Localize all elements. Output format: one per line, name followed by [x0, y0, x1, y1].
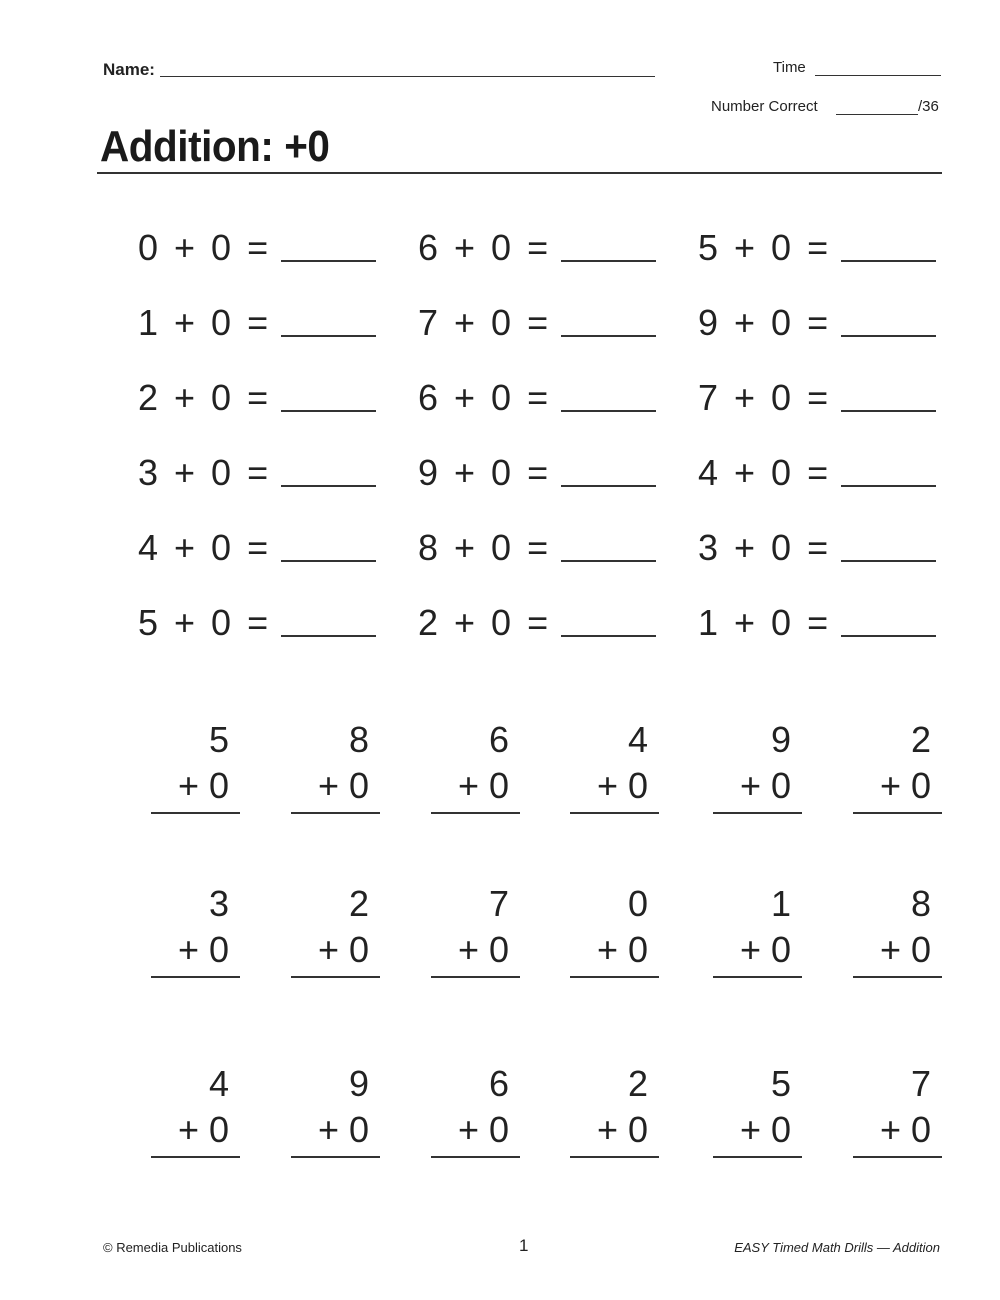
problem-addend: + 0 — [177, 765, 229, 806]
name-label: Name: — [103, 60, 155, 79]
time-label: Time — [773, 59, 806, 76]
problem-equation: 3 + 0 = — [698, 527, 829, 568]
number-correct-label: Number Correct — [711, 98, 818, 115]
problem-addend: + 0 — [177, 1109, 229, 1150]
answer-blank-line[interactable] — [841, 560, 936, 562]
problem-addend: + 0 — [879, 765, 931, 806]
problem-addend: + 0 — [596, 929, 648, 970]
answer-rule[interactable] — [431, 976, 520, 978]
problem-addend: + 0 — [317, 1109, 369, 1150]
problem-top-number: 8 — [348, 719, 369, 760]
problem-top-number: 5 — [208, 719, 229, 760]
answer-blank-line[interactable] — [841, 635, 936, 637]
problem-addend: + 0 — [177, 929, 229, 970]
answer-blank-line[interactable] — [281, 485, 376, 487]
answer-rule[interactable] — [853, 812, 942, 814]
problem-top-number: 2 — [627, 1063, 648, 1104]
problem-equation: 3 + 0 = — [138, 452, 269, 493]
vertical-problem — [291, 884, 381, 984]
vertical-problem — [431, 884, 521, 984]
answer-blank-line[interactable] — [561, 410, 656, 412]
vertical-problem — [570, 1064, 660, 1164]
problem-top-number: 3 — [208, 883, 229, 924]
problem-addend: + 0 — [739, 929, 791, 970]
answer-blank-line[interactable] — [281, 560, 376, 562]
problem-top-number: 6 — [488, 719, 509, 760]
problem-equation: 6 + 0 = — [418, 377, 549, 418]
answer-rule[interactable] — [713, 976, 802, 978]
vertical-problem — [570, 720, 660, 820]
answer-rule[interactable] — [853, 1156, 942, 1158]
problem-equation: 6 + 0 = — [418, 227, 549, 268]
answer-blank-line[interactable] — [281, 260, 376, 262]
problem-equation: 8 + 0 = — [418, 527, 549, 568]
number-correct-total: /36 — [918, 98, 939, 115]
answer-blank-line[interactable] — [281, 335, 376, 337]
problem-top-number: 9 — [770, 719, 791, 760]
answer-rule[interactable] — [713, 1156, 802, 1158]
answer-rule[interactable] — [291, 976, 380, 978]
time-blank-line[interactable] — [815, 75, 941, 76]
answer-blank-line[interactable] — [561, 485, 656, 487]
problem-top-number: 4 — [627, 719, 648, 760]
problem-top-number: 8 — [910, 883, 931, 924]
problem-equation: 0 + 0 = — [138, 227, 269, 268]
problem-equation: 5 + 0 = — [138, 602, 269, 643]
problem-addend: + 0 — [739, 1109, 791, 1150]
answer-rule[interactable] — [431, 1156, 520, 1158]
answer-rule[interactable] — [431, 812, 520, 814]
problem-top-number: 7 — [910, 1063, 931, 1104]
book-title: EASY Timed Math Drills — Addition — [734, 1240, 940, 1255]
problem-equation: 2 + 0 = — [418, 602, 549, 643]
problem-equation: 1 + 0 = — [138, 302, 269, 343]
problem-addend: + 0 — [879, 1109, 931, 1150]
answer-blank-line[interactable] — [561, 260, 656, 262]
problem-addend: + 0 — [596, 1109, 648, 1150]
problem-top-number: 6 — [488, 1063, 509, 1104]
answer-rule[interactable] — [291, 1156, 380, 1158]
answer-blank-line[interactable] — [561, 560, 656, 562]
vertical-problem — [853, 1064, 943, 1164]
vertical-problem — [291, 1064, 381, 1164]
page-number: 1 — [519, 1236, 529, 1255]
answer-blank-line[interactable] — [561, 635, 656, 637]
problem-addend: + 0 — [317, 765, 369, 806]
answer-rule[interactable] — [713, 812, 802, 814]
answer-rule[interactable] — [570, 1156, 659, 1158]
problem-top-number: 2 — [910, 719, 931, 760]
answer-rule[interactable] — [570, 976, 659, 978]
problem-equation: 9 + 0 = — [418, 452, 549, 493]
vertical-problem — [151, 884, 241, 984]
vertical-problem — [713, 1064, 803, 1164]
problem-top-number: 4 — [208, 1063, 229, 1104]
vertical-problem — [570, 884, 660, 984]
problem-equation: 4 + 0 = — [138, 527, 269, 568]
problem-equation: 1 + 0 = — [698, 602, 829, 643]
problem-equation: 7 + 0 = — [418, 302, 549, 343]
vertical-problem — [291, 720, 381, 820]
problem-addend: + 0 — [457, 929, 509, 970]
vertical-problem — [151, 1064, 241, 1164]
answer-blank-line[interactable] — [281, 635, 376, 637]
problem-equation: 7 + 0 = — [698, 377, 829, 418]
problem-addend: + 0 — [457, 765, 509, 806]
problem-addend: + 0 — [879, 929, 931, 970]
answer-blank-line[interactable] — [841, 410, 936, 412]
answer-blank-line[interactable] — [281, 410, 376, 412]
answer-blank-line[interactable] — [841, 335, 936, 337]
answer-blank-line[interactable] — [561, 335, 656, 337]
problem-equation: 2 + 0 = — [138, 377, 269, 418]
vertical-problem — [713, 720, 803, 820]
answer-rule[interactable] — [151, 1156, 240, 1158]
vertical-problem — [431, 720, 521, 820]
name-blank-line[interactable] — [160, 76, 655, 77]
problem-top-number: 9 — [348, 1063, 369, 1104]
problem-addend: + 0 — [739, 765, 791, 806]
problem-addend: + 0 — [596, 765, 648, 806]
answer-rule[interactable] — [291, 812, 380, 814]
vertical-problem — [431, 1064, 521, 1164]
problem-top-number: 7 — [488, 883, 509, 924]
problem-top-number: 2 — [348, 883, 369, 924]
vertical-problem — [713, 884, 803, 984]
problem-top-number: 0 — [627, 883, 648, 924]
vertical-problem — [853, 720, 943, 820]
number-correct-blank-line[interactable] — [836, 114, 918, 115]
problem-equation: 5 + 0 = — [698, 227, 829, 268]
vertical-problem — [151, 720, 241, 820]
page-title: Addition: +0 — [100, 122, 330, 171]
copyright-notice: © Remedia Publications — [103, 1240, 242, 1255]
vertical-problem — [853, 884, 943, 984]
problem-equation: 9 + 0 = — [698, 302, 829, 343]
problem-addend: + 0 — [457, 1109, 509, 1150]
problem-top-number: 5 — [770, 1063, 791, 1104]
answer-blank-line[interactable] — [841, 260, 936, 262]
answer-rule[interactable] — [570, 812, 659, 814]
problem-equation: 4 + 0 = — [698, 452, 829, 493]
answer-blank-line[interactable] — [841, 485, 936, 487]
problem-addend: + 0 — [317, 929, 369, 970]
title-divider — [97, 172, 942, 174]
answer-rule[interactable] — [151, 976, 240, 978]
answer-rule[interactable] — [151, 812, 240, 814]
answer-rule[interactable] — [853, 976, 942, 978]
problem-top-number: 1 — [770, 883, 791, 924]
